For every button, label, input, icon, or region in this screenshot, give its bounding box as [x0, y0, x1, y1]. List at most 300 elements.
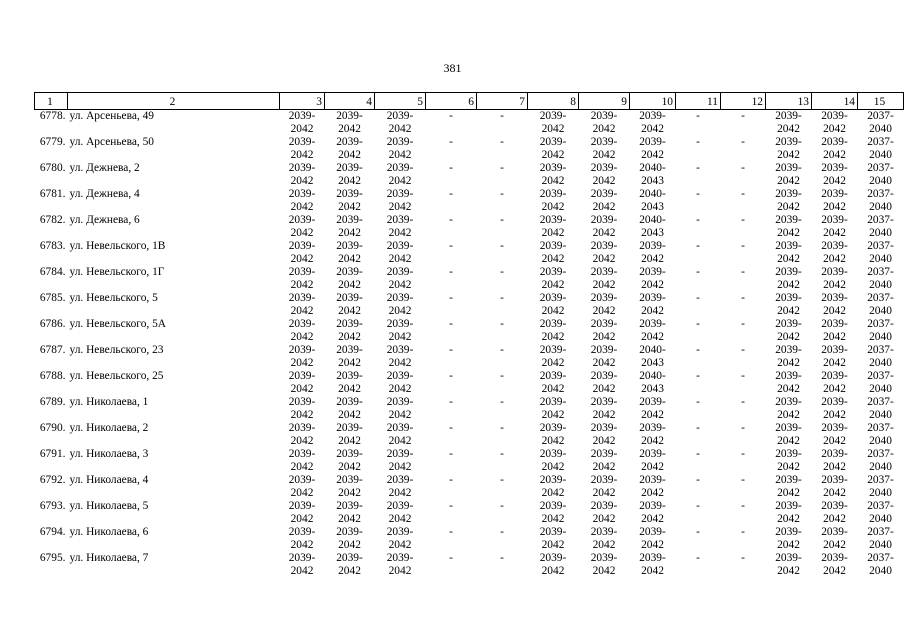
period-cell [280, 110, 325, 137]
empty-cell-dash: - [500, 214, 504, 226]
period-cell [280, 344, 325, 370]
period-cell [375, 396, 426, 422]
period-cell [528, 214, 579, 240]
period-cell [858, 214, 904, 240]
period-end: 2042 [777, 200, 800, 213]
empty-cell-dash: - [696, 136, 700, 148]
period-start: 2039- [590, 266, 618, 278]
period-end: 2042 [641, 304, 664, 317]
period-end: 2042 [592, 148, 616, 161]
period-cell [812, 474, 858, 500]
period-start: 2039- [821, 214, 848, 226]
period-start: 2039- [336, 370, 363, 382]
period-start: 2039- [639, 266, 666, 278]
period-cell [325, 448, 375, 474]
period-end: 2042 [592, 174, 616, 187]
period-start: 2039- [590, 526, 618, 538]
period-cell [528, 448, 579, 474]
period-end: 2042 [338, 122, 361, 135]
period-cell [375, 318, 426, 344]
period-cell [528, 396, 579, 422]
period-cell [280, 214, 325, 240]
period-end: 2040 [869, 174, 892, 187]
period-cell [766, 136, 812, 162]
period-cell [375, 474, 426, 500]
period-start: 2037- [867, 240, 894, 252]
street-address: ул. Арсеньева, 49 [69, 110, 154, 122]
row-number: 6781. [39, 188, 66, 200]
period-cell [630, 318, 676, 344]
period-cell [858, 162, 904, 188]
period-end: 2042 [338, 538, 361, 551]
street-address: ул. Николаева, 6 [69, 526, 149, 538]
table-header-row [35, 93, 904, 110]
period-cell [375, 370, 426, 396]
period-start: 2039- [639, 552, 666, 564]
period-start: 2039- [821, 448, 848, 460]
period-end: 2042 [388, 148, 412, 161]
table-row [35, 266, 904, 292]
period-end: 2042 [592, 252, 616, 265]
column-header-3: 3 [280, 93, 325, 110]
street-address: ул. Арсеньева, 50 [69, 136, 154, 148]
period-start: 2039- [639, 318, 666, 330]
empty-cell-dash: - [500, 526, 504, 538]
period-start: 2039- [336, 448, 363, 460]
period-end: 2040 [869, 148, 892, 161]
empty-cell-dash: - [449, 474, 453, 486]
column-header-2: 2 [68, 93, 280, 110]
period-start: 2039- [821, 344, 848, 356]
period-start: 2039- [386, 214, 414, 226]
period-cell [579, 162, 630, 188]
period-end: 2042 [823, 148, 846, 161]
period-end: 2042 [541, 278, 565, 291]
period-start: 2037- [867, 370, 894, 382]
period-cell [280, 526, 325, 552]
period-start: 2037- [867, 474, 894, 486]
empty-cell-dash: - [741, 240, 745, 252]
period-cell [812, 396, 858, 422]
period-end: 2043 [641, 174, 664, 187]
period-cell [528, 474, 579, 500]
period-end: 2042 [541, 460, 565, 473]
period-start: 2039- [590, 240, 618, 252]
table-row [35, 396, 904, 422]
period-end: 2042 [338, 382, 361, 395]
period-end: 2042 [777, 304, 800, 317]
period-end: 2042 [290, 382, 314, 395]
period-start: 2040- [639, 370, 666, 382]
period-start: 2039- [386, 136, 414, 148]
period-end: 2043 [641, 200, 664, 213]
period-end: 2042 [592, 408, 616, 421]
period-start: 2039- [539, 344, 567, 356]
period-start: 2039- [386, 318, 414, 330]
empty-cell-dash: - [449, 500, 453, 512]
period-start: 2039- [288, 448, 316, 460]
empty-cell-dash: - [449, 266, 453, 278]
period-start: 2039- [821, 110, 848, 122]
period-end: 2042 [641, 460, 664, 473]
row-number: 6782. [39, 214, 66, 226]
street-address: ул. Невельского, 5А [69, 318, 167, 330]
empty-cell-dash: - [500, 136, 504, 148]
period-end: 2042 [777, 408, 800, 421]
period-end: 2042 [541, 174, 565, 187]
empty-cell-dash: - [449, 162, 453, 174]
column-header-6: 6 [426, 93, 477, 110]
period-cell [325, 188, 375, 214]
table-row [35, 162, 904, 188]
period-start: 2039- [288, 110, 316, 122]
period-end: 2042 [338, 434, 361, 447]
period-end: 2042 [388, 382, 412, 395]
period-end: 2042 [290, 174, 314, 187]
period-cell [766, 370, 812, 396]
period-start: 2039- [821, 370, 848, 382]
period-start: 2039- [539, 370, 567, 382]
empty-cell-dash: - [500, 266, 504, 278]
period-cell [528, 110, 579, 137]
period-cell [630, 266, 676, 292]
period-cell [375, 448, 426, 474]
period-start: 2039- [590, 396, 618, 408]
period-start: 2039- [775, 344, 802, 356]
period-start: 2039- [821, 188, 848, 200]
period-cell [325, 110, 375, 137]
period-end: 2042 [388, 434, 412, 447]
empty-cell-dash: - [449, 110, 453, 122]
period-cell [858, 526, 904, 552]
period-cell [630, 344, 676, 370]
period-cell [858, 474, 904, 500]
period-start: 2039- [590, 292, 618, 304]
period-start: 2039- [590, 110, 618, 122]
street-address: ул. Дежнева, 2 [69, 162, 140, 174]
period-cell [280, 552, 325, 578]
period-end: 2042 [290, 278, 314, 291]
empty-cell-dash: - [741, 396, 745, 408]
period-start: 2039- [821, 162, 848, 174]
period-start: 2039- [775, 422, 802, 434]
period-end: 2040 [869, 330, 892, 343]
period-start: 2039- [336, 526, 363, 538]
period-cell [375, 552, 426, 578]
period-end: 2042 [388, 200, 412, 213]
period-end: 2042 [823, 278, 846, 291]
period-end: 2042 [338, 512, 361, 525]
period-start: 2039- [539, 474, 567, 486]
column-header-7: 7 [477, 93, 528, 110]
period-cell [858, 344, 904, 370]
empty-cell-dash: - [741, 136, 745, 148]
period-cell [325, 214, 375, 240]
period-end: 2042 [290, 304, 314, 317]
period-end: 2042 [592, 460, 616, 473]
period-end: 2042 [823, 356, 846, 369]
period-cell [579, 552, 630, 578]
period-start: 2037- [867, 318, 894, 330]
period-cell [579, 422, 630, 448]
period-end: 2042 [290, 486, 314, 499]
period-cell [858, 292, 904, 318]
empty-cell-dash: - [741, 162, 745, 174]
period-start: 2039- [821, 136, 848, 148]
period-end: 2042 [592, 304, 616, 317]
period-cell [579, 318, 630, 344]
period-cell [375, 110, 426, 137]
period-start: 2039- [590, 448, 618, 460]
period-cell [528, 162, 579, 188]
period-start: 2039- [336, 188, 363, 200]
period-cell [280, 240, 325, 266]
period-end: 2042 [823, 304, 846, 317]
period-end: 2042 [777, 356, 800, 369]
period-start: 2039- [288, 552, 316, 564]
period-end: 2042 [388, 538, 412, 551]
period-start: 2039- [590, 136, 618, 148]
period-end: 2042 [541, 252, 565, 265]
period-end: 2042 [592, 200, 616, 213]
empty-cell-dash: - [696, 292, 700, 304]
period-cell [325, 370, 375, 396]
period-end: 2042 [338, 486, 361, 499]
period-cell [630, 474, 676, 500]
empty-cell-dash: - [741, 500, 745, 512]
period-end: 2042 [290, 356, 314, 369]
period-cell [325, 526, 375, 552]
period-cell [858, 318, 904, 344]
period-end: 2042 [592, 226, 616, 239]
period-cell [579, 370, 630, 396]
row-number: 6788. [39, 370, 66, 382]
period-end: 2042 [777, 226, 800, 239]
street-address: ул. Николаева, 1 [69, 396, 149, 408]
table-row [35, 370, 904, 396]
period-cell [579, 136, 630, 162]
column-header-4: 4 [325, 93, 375, 110]
empty-cell-dash: - [500, 422, 504, 434]
period-cell [579, 292, 630, 318]
period-cell [630, 422, 676, 448]
period-cell [280, 188, 325, 214]
empty-cell-dash: - [500, 292, 504, 304]
period-end: 2042 [592, 122, 616, 135]
period-end: 2042 [823, 122, 846, 135]
empty-cell-dash: - [500, 110, 504, 122]
period-end: 2042 [541, 356, 565, 369]
street-address: ул. Невельского, 23 [69, 344, 164, 356]
period-end: 2040 [869, 226, 892, 239]
period-end: 2042 [777, 538, 800, 551]
period-start: 2039- [386, 422, 414, 434]
period-cell [528, 136, 579, 162]
period-end: 2042 [777, 148, 800, 161]
period-start: 2037- [867, 448, 894, 460]
period-cell [375, 526, 426, 552]
period-start: 2039- [288, 188, 316, 200]
empty-cell-dash: - [741, 552, 745, 564]
period-end: 2040 [869, 122, 892, 135]
empty-cell-dash: - [449, 136, 453, 148]
empty-cell-dash: - [500, 552, 504, 564]
period-start: 2039- [821, 422, 848, 434]
period-cell [325, 136, 375, 162]
period-start: 2039- [775, 162, 802, 174]
empty-cell-dash: - [741, 188, 745, 200]
period-cell [375, 188, 426, 214]
period-start: 2040- [639, 214, 666, 226]
period-cell [280, 136, 325, 162]
period-start: 2039- [336, 292, 363, 304]
row-number: 6785. [39, 292, 66, 304]
period-cell [579, 396, 630, 422]
period-end: 2040 [869, 356, 892, 369]
period-start: 2039- [590, 474, 618, 486]
column-header-5: 5 [375, 93, 426, 110]
period-end: 2043 [641, 382, 664, 395]
period-cell [579, 188, 630, 214]
empty-cell-dash: - [449, 448, 453, 460]
period-end: 2042 [777, 434, 800, 447]
period-start: 2039- [775, 266, 802, 278]
period-end: 2042 [290, 538, 314, 551]
period-start: 2039- [386, 110, 414, 122]
period-end: 2042 [823, 486, 846, 499]
empty-cell-dash: - [500, 370, 504, 382]
period-start: 2037- [867, 396, 894, 408]
period-end: 2043 [641, 356, 664, 369]
period-cell [579, 110, 630, 137]
period-start: 2039- [386, 188, 414, 200]
period-cell [812, 344, 858, 370]
street-address: ул. Николаева, 4 [69, 474, 149, 486]
schedule-table [34, 92, 904, 578]
period-cell [812, 370, 858, 396]
empty-cell-dash: - [500, 188, 504, 200]
period-end: 2042 [641, 252, 664, 265]
column-header-8: 8 [528, 93, 579, 110]
period-cell [325, 240, 375, 266]
period-cell [280, 474, 325, 500]
empty-cell-dash: - [696, 266, 700, 278]
period-cell [579, 448, 630, 474]
street-address: ул. Невельского, 25 [69, 370, 164, 382]
row-number: 6779. [39, 136, 66, 148]
period-cell [630, 162, 676, 188]
period-start: 2039- [539, 500, 567, 512]
period-end: 2042 [541, 330, 565, 343]
column-header-9: 9 [579, 93, 630, 110]
row-number: 6790. [39, 422, 66, 434]
table-row [35, 110, 904, 137]
period-cell [375, 240, 426, 266]
period-start: 2039- [821, 292, 848, 304]
period-end: 2042 [641, 330, 664, 343]
period-start: 2039- [386, 526, 414, 538]
period-end: 2042 [388, 408, 412, 421]
period-cell [528, 292, 579, 318]
period-end: 2042 [388, 252, 412, 265]
period-cell [630, 370, 676, 396]
period-cell [812, 448, 858, 474]
period-cell [375, 292, 426, 318]
period-start: 2039- [386, 474, 414, 486]
period-end: 2042 [777, 460, 800, 473]
empty-cell-dash: - [500, 162, 504, 174]
period-end: 2042 [823, 382, 846, 395]
empty-cell-dash: - [696, 110, 700, 122]
period-cell [630, 110, 676, 137]
period-cell [766, 422, 812, 448]
period-cell [325, 292, 375, 318]
period-end: 2042 [592, 330, 616, 343]
period-start: 2039- [336, 136, 363, 148]
period-cell [325, 162, 375, 188]
period-cell [812, 136, 858, 162]
period-cell [375, 162, 426, 188]
empty-cell-dash: - [500, 318, 504, 330]
period-end: 2042 [641, 122, 664, 135]
period-start: 2039- [386, 396, 414, 408]
period-cell [325, 396, 375, 422]
period-start: 2039- [539, 240, 567, 252]
row-number: 6787. [39, 344, 66, 356]
table-row [35, 292, 904, 318]
period-cell [766, 526, 812, 552]
period-end: 2040 [869, 252, 892, 265]
period-start: 2039- [775, 292, 802, 304]
period-end: 2042 [541, 486, 565, 499]
period-cell [812, 214, 858, 240]
period-end: 2042 [592, 356, 616, 369]
period-cell [375, 214, 426, 240]
period-cell [579, 214, 630, 240]
period-end: 2042 [823, 200, 846, 213]
period-start: 2039- [639, 526, 666, 538]
period-end: 2042 [777, 252, 800, 265]
period-start: 2039- [639, 110, 666, 122]
period-cell [280, 292, 325, 318]
period-end: 2042 [338, 330, 361, 343]
period-end: 2042 [641, 538, 664, 551]
period-cell [579, 526, 630, 552]
empty-cell-dash: - [696, 552, 700, 564]
period-end: 2042 [290, 200, 314, 213]
period-start: 2039- [288, 500, 316, 512]
empty-cell-dash: - [741, 266, 745, 278]
column-header-15: 15 [858, 93, 904, 110]
period-start: 2039- [288, 318, 316, 330]
period-start: 2039- [336, 474, 363, 486]
period-end: 2042 [388, 486, 412, 499]
period-end: 2042 [338, 304, 361, 317]
period-end: 2042 [290, 564, 314, 577]
period-start: 2037- [867, 214, 894, 226]
period-start: 2039- [386, 500, 414, 512]
empty-cell-dash: - [696, 214, 700, 226]
period-cell [812, 162, 858, 188]
period-cell [528, 422, 579, 448]
street-address: ул. Дежнева, 6 [69, 214, 140, 226]
period-end: 2042 [290, 226, 314, 239]
period-start: 2039- [590, 370, 618, 382]
period-cell [579, 474, 630, 500]
empty-cell-dash: - [449, 370, 453, 382]
period-start: 2037- [867, 344, 894, 356]
period-end: 2042 [388, 564, 412, 577]
